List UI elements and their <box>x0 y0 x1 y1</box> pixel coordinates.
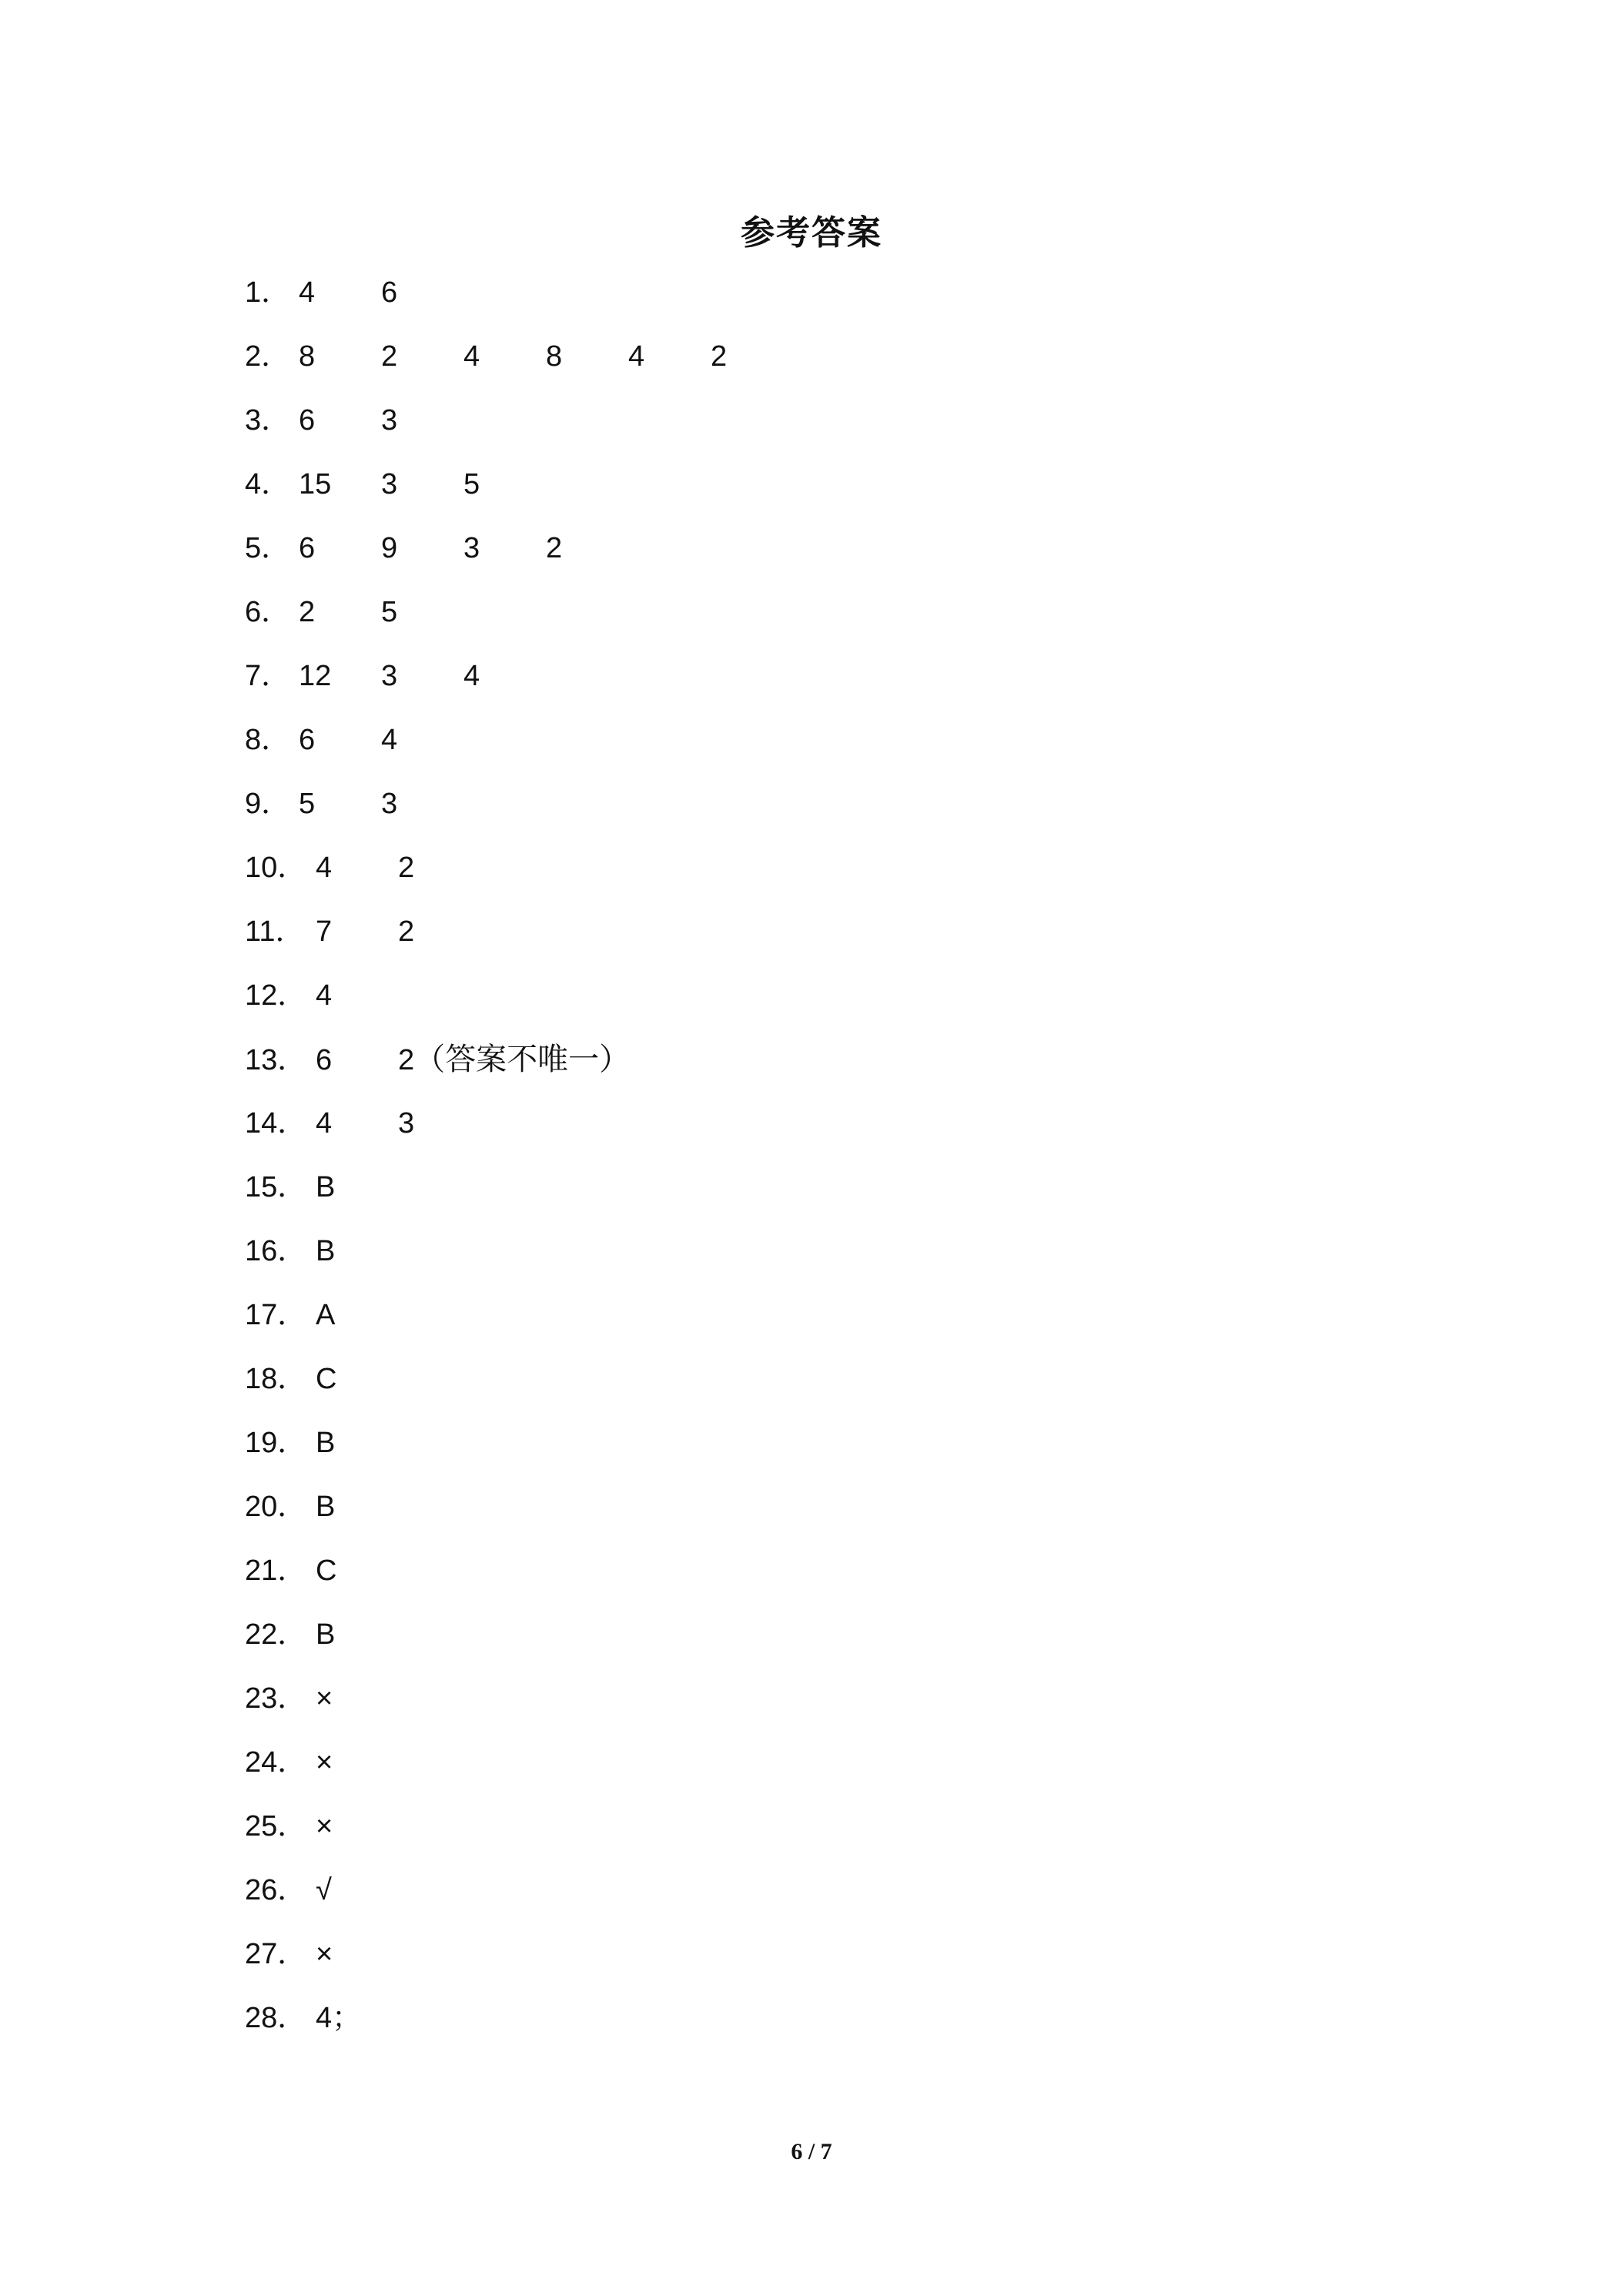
answer-row <box>245 1613 793 1677</box>
answer-value: 5 <box>381 596 398 628</box>
answer-value: 2 <box>381 340 398 373</box>
answer-row <box>245 782 793 846</box>
answer-row <box>245 1485 793 1549</box>
question-number: 4． <box>245 468 291 500</box>
answer-value: 6 <box>381 276 398 309</box>
answer-value: × <box>316 1810 333 1842</box>
question-number: 11． <box>245 915 305 948</box>
answer-value: 6 <box>299 532 316 564</box>
page-title: 参考答案 <box>741 213 882 253</box>
answer-row <box>245 1933 793 1996</box>
answer-value: 3 <box>381 404 398 437</box>
answer-row <box>245 846 793 910</box>
answer-value: 6 <box>299 404 316 437</box>
question-number: 18． <box>245 1363 307 1395</box>
answer-row <box>245 527 793 591</box>
question-number: 24． <box>245 1746 307 1779</box>
question-number: 22． <box>245 1618 307 1651</box>
answer-value: 2 <box>398 852 415 884</box>
question-number: 27． <box>245 1938 307 1970</box>
answer-row <box>245 1549 793 1613</box>
answer-row <box>245 271 793 335</box>
question-number: 15． <box>245 1171 307 1203</box>
question-number: 9． <box>245 788 291 820</box>
answer-row <box>245 1294 793 1357</box>
answer-value: 8 <box>299 340 316 373</box>
answer-value: 2 <box>398 1044 415 1076</box>
answer-value: C <box>316 1555 337 1587</box>
answer-value: 4 <box>316 852 333 884</box>
answer-value: 3 <box>398 1107 415 1140</box>
question-number: 16． <box>245 1235 307 1267</box>
answer-value: 15 <box>299 468 332 500</box>
answer-row <box>245 463 793 527</box>
answer-value: 4 <box>628 340 645 373</box>
answer-row <box>245 1741 793 1805</box>
answer-row <box>245 1102 793 1166</box>
answer-value: 3 <box>463 532 480 564</box>
question-number: 6． <box>245 596 291 628</box>
answer-value: 4 <box>463 340 480 373</box>
question-number: 13． <box>245 1044 307 1076</box>
answer-value: 4 <box>381 724 398 756</box>
answer-value: 6 <box>316 1044 333 1076</box>
page-number: 6 / 7 <box>791 2139 832 2164</box>
answer-value: 2 <box>398 915 415 948</box>
answer-row <box>245 1805 793 1869</box>
answer-row <box>245 399 793 463</box>
answer-value: √ <box>316 1874 332 1906</box>
answer-row <box>245 1677 793 1741</box>
answer-value: × <box>316 1682 333 1715</box>
answer-value: B <box>316 1491 336 1523</box>
answer-value: 2 <box>299 596 316 628</box>
question-number: 21． <box>245 1555 307 1587</box>
answer-row <box>245 1038 793 1102</box>
answer-row <box>245 1357 793 1421</box>
answer-value: 5 <box>299 788 316 820</box>
answer-row <box>245 1996 793 2060</box>
answer-list <box>245 271 793 2060</box>
answer-value: × <box>316 1746 333 1779</box>
answer-value: 12 <box>299 660 332 692</box>
answer-row <box>245 910 793 974</box>
question-number: 2． <box>245 340 291 373</box>
answer-value: B <box>316 1171 336 1203</box>
answer-note: （答案不唯一） <box>414 1042 631 1077</box>
answer-value: × <box>316 1938 333 1970</box>
answer-value: 2 <box>711 340 728 373</box>
question-number: 7． <box>245 660 291 692</box>
question-number: 14． <box>245 1107 307 1140</box>
answer-row <box>245 1421 793 1485</box>
question-number: 28． <box>245 2002 307 2034</box>
answer-value: 6 <box>299 724 316 756</box>
answer-value: C <box>316 1363 337 1395</box>
answer-value: 4 <box>299 276 316 309</box>
answer-value: 4； <box>316 2002 362 2034</box>
answer-value: 3 <box>381 660 398 692</box>
question-number: 10． <box>245 852 307 884</box>
answer-value: 4 <box>316 1107 333 1140</box>
question-number: 20． <box>245 1491 307 1523</box>
answer-value: B <box>316 1235 336 1267</box>
question-number: 25． <box>245 1810 307 1842</box>
question-number: 26． <box>245 1874 307 1906</box>
answer-row <box>245 1166 793 1230</box>
question-number: 1． <box>245 276 291 309</box>
question-number: 8． <box>245 724 291 756</box>
answer-row <box>245 654 793 718</box>
answer-value: 9 <box>381 532 398 564</box>
answer-value: A <box>316 1299 336 1331</box>
answer-value: 4 <box>463 660 480 692</box>
question-number: 17． <box>245 1299 307 1331</box>
answer-value: 5 <box>463 468 480 500</box>
answer-value: 4 <box>316 979 333 1012</box>
answer-value: 3 <box>381 468 398 500</box>
answer-value: B <box>316 1618 336 1651</box>
answer-row <box>245 1230 793 1294</box>
answer-row <box>245 974 793 1038</box>
question-number: 23． <box>245 1682 307 1715</box>
answer-row <box>245 335 793 399</box>
answer-value: 3 <box>381 788 398 820</box>
answer-row <box>245 718 793 782</box>
answer-row <box>245 1869 793 1933</box>
question-number: 3． <box>245 404 291 437</box>
question-number: 12． <box>245 979 307 1012</box>
answer-row <box>245 591 793 654</box>
question-number: 19． <box>245 1427 307 1459</box>
answer-value: 8 <box>546 340 563 373</box>
question-number: 5． <box>245 532 291 564</box>
answer-value: 7 <box>316 915 333 948</box>
answer-value: 2 <box>546 532 563 564</box>
answer-value: B <box>316 1427 336 1459</box>
